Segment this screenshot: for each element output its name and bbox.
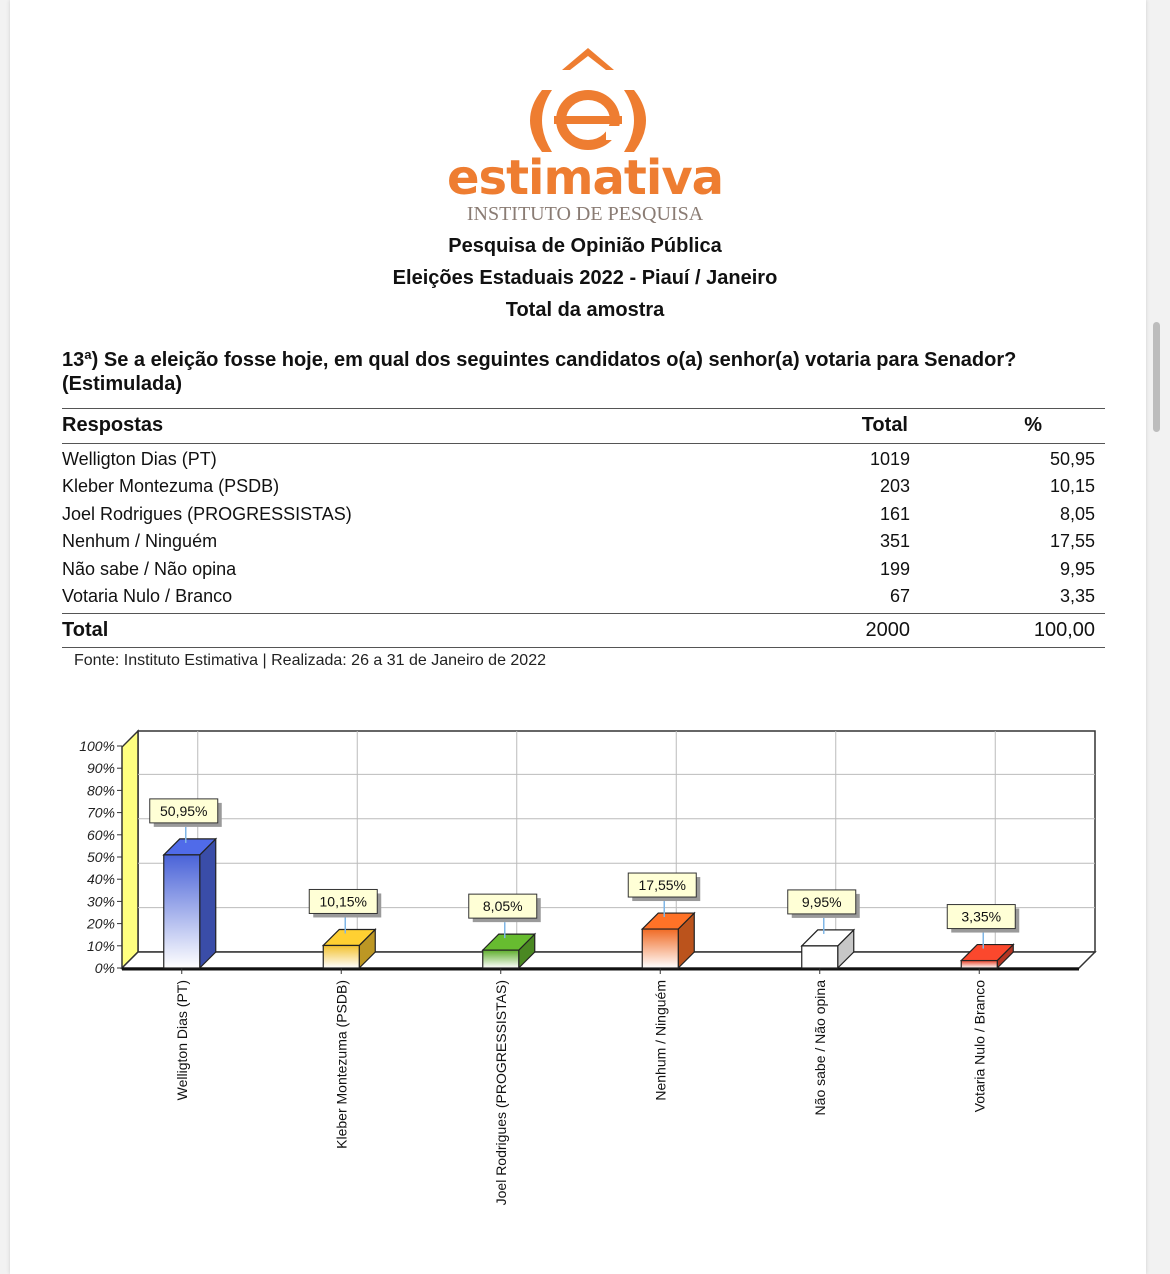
report-subtitle: Eleições Estaduais 2022 - Piauí / Janeiro (392, 267, 778, 289)
y-tick-label: 60% (86, 826, 115, 843)
sample-label: Total da amostra (505, 299, 665, 321)
chart-side-wall (122, 731, 138, 968)
bar (323, 945, 359, 968)
bar (164, 855, 200, 968)
data-label: 10,15% (319, 893, 367, 910)
row-percent: 50,95 (1049, 449, 1095, 469)
bar (483, 950, 519, 968)
row-response: Joel Rodrigues (PROGRESSISTAS) (62, 504, 352, 524)
data-label: 17,55% (638, 877, 686, 894)
row-total: 203 (879, 476, 910, 496)
bar (961, 961, 997, 968)
y-tick-label: 80% (86, 782, 115, 799)
y-tick-label: 20% (86, 915, 115, 932)
x-category-label: Nenhum / Ninguém (652, 980, 669, 1101)
bar (642, 929, 678, 968)
y-tick-label: 100% (79, 738, 115, 754)
row-response: Welligton Dias (PT) (62, 449, 217, 469)
row-percent: 10,15 (1049, 476, 1095, 496)
x-category-label: Kleber Montezuma (PSDB) (333, 980, 350, 1149)
row-percent: 17,55 (1049, 531, 1095, 551)
row-percent: 3,35 (1059, 586, 1095, 606)
x-category-label: Votaria Nulo / Branco (971, 980, 988, 1113)
y-tick-label: 70% (86, 804, 115, 821)
bar-side (200, 839, 216, 968)
row-total: 161 (879, 504, 910, 524)
column-header-total: Total (861, 414, 908, 436)
data-label: 50,95% (160, 802, 208, 819)
row-percent: 8,05 (1059, 504, 1095, 524)
report-title: Pesquisa de Opinião Pública (448, 235, 722, 257)
row-response: Votaria Nulo / Branco (62, 586, 233, 606)
y-tick-label: 0% (94, 960, 115, 976)
total-label: Total (62, 619, 109, 641)
row-total: 1019 (869, 449, 910, 469)
y-tick-label: 10% (86, 937, 115, 954)
question-type: (Estimulada) (62, 373, 183, 395)
row-total: 199 (879, 559, 910, 579)
x-category-label: Não sabe / Não opina (811, 980, 828, 1116)
x-category-label: Joel Rodrigues (PROGRESSISTAS) (492, 980, 509, 1206)
column-header-respostas: Respostas (62, 414, 164, 436)
bar (802, 946, 838, 968)
y-tick-label: 90% (86, 760, 115, 777)
question-text: 13ª) Se a eleição fosse hoje, em qual dos seguintes candidatos o(a) senhor(a) votaria para Senador? (62, 349, 1017, 371)
row-percent: 9,95 (1059, 559, 1095, 579)
row-total: 351 (879, 531, 910, 551)
column-header-percent: % (1024, 414, 1042, 436)
y-tick-label: 50% (86, 849, 115, 865)
row-response: Não sabe / Não opina (62, 559, 237, 579)
row-response: Nenhum / Ninguém (62, 531, 218, 551)
logo-subtitle: INSTITUTO DE PESQUISA (466, 203, 704, 225)
data-label: 3,35% (961, 908, 1002, 925)
data-label: 8,05% (482, 898, 523, 915)
y-tick-label: 40% (86, 871, 115, 888)
total-count: 2000 (865, 619, 910, 641)
data-label: 9,95% (801, 893, 842, 910)
chart-floor (122, 952, 1095, 968)
x-category-label: Welligton Dias (PT) (173, 980, 190, 1101)
row-total: 67 (889, 586, 910, 606)
logo-brand-text: estimativa (446, 150, 723, 206)
row-response: Kleber Montezuma (PSDB) (62, 476, 280, 496)
total-percent: 100,00 (1033, 619, 1095, 641)
source-note: Fonte: Instituto Estimativa | Realizada: 26 a 31 de Janeiro de 2022 (74, 652, 546, 669)
y-tick-label: 30% (86, 893, 115, 910)
